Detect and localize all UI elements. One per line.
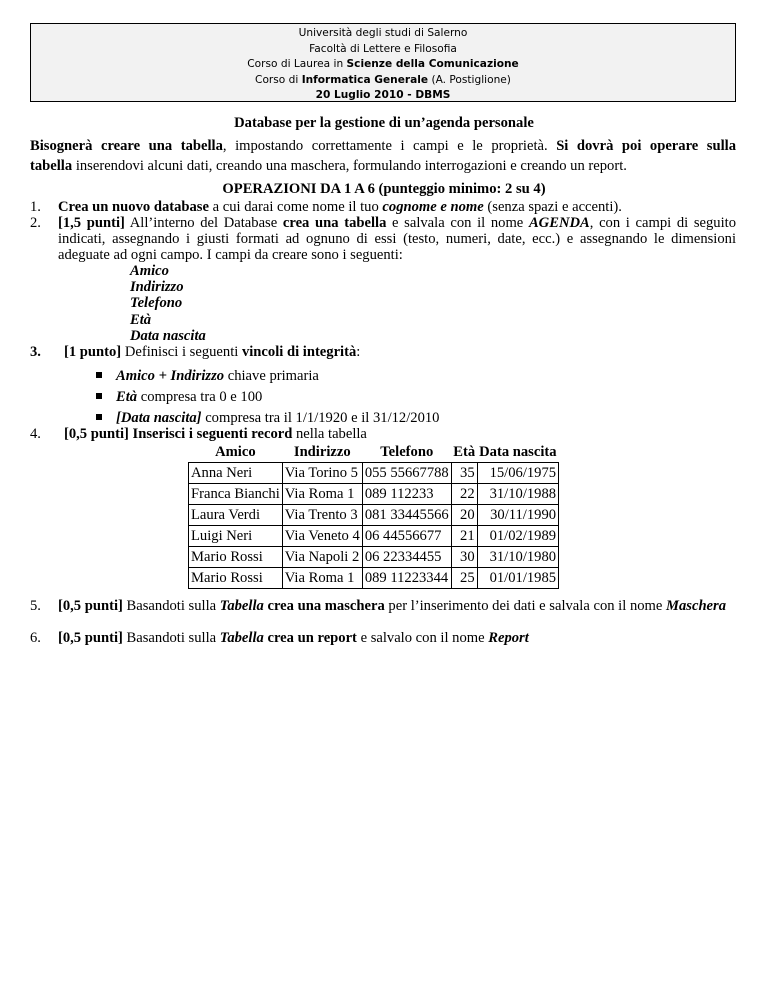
operation-number: 2. (30, 215, 41, 231)
course-prefix: Corso di (255, 73, 302, 86)
table-row (189, 568, 559, 589)
op5-text-1: Basandoti sulla (122, 598, 220, 614)
intro-text-2: inserendovi alcuni dati, creando una maschera, formulando interrogazioni e creando un report. (72, 158, 627, 174)
table-cell: 20 (451, 505, 477, 526)
constraint-item (96, 410, 439, 426)
op2-bold: crea una tabella (282, 215, 387, 231)
operation-text (58, 215, 736, 264)
constraint-text: compresa tra 0 e 100 (137, 389, 263, 405)
intro-line-2 (30, 156, 736, 176)
op6-bold: crea un report (267, 630, 357, 646)
table-cell: 35 (451, 463, 477, 484)
course-name (31, 73, 735, 89)
table-cell: Anna Neri (189, 463, 283, 484)
table-cell: 22 (451, 484, 477, 505)
op3-bold: vincoli di integrità (241, 344, 357, 360)
intro-bold-2: Si dovrà poi operare sulla (556, 138, 737, 154)
exam-date (31, 88, 735, 104)
op1-text-2: (senza spazi e accenti). (483, 199, 622, 215)
table-header-row (189, 442, 559, 463)
table-cell: Luigi Neri (189, 526, 283, 547)
operation-4 (30, 426, 736, 442)
table-cell: Mario Rossi (189, 547, 283, 568)
table-cell: Via Torino 5 (282, 463, 362, 484)
table-cell: 31/10/1988 (477, 484, 558, 505)
operation-number: 1. (30, 199, 41, 215)
intro-text-1: , impostando correttamente i campi e le proprietà. (222, 138, 557, 154)
operation-text (58, 598, 736, 614)
constraint-item (96, 389, 262, 405)
table-row (189, 505, 559, 526)
table-cell: Franca Bianchi (189, 484, 283, 505)
table-row (189, 463, 559, 484)
records-table (188, 442, 559, 589)
op5-points: [0,5 punti] (58, 598, 123, 614)
bullet-icon (96, 414, 102, 420)
constraint-key: Età (116, 389, 138, 405)
op3-text-2: : (356, 344, 361, 360)
op2-text-2: e salvala con il nome (386, 215, 529, 231)
constraint-text: compresa tra il 1/1/1920 e il 31/12/2010 (201, 410, 440, 426)
op1-emphasis: cognome e nome (382, 199, 484, 215)
table-cell: Via Trento 3 (282, 505, 362, 526)
table-cell: 30/11/1990 (477, 505, 558, 526)
op3-text-1: Definisci i seguenti (121, 344, 242, 360)
column-header: Amico (189, 442, 283, 463)
course-title: Informatica Generale (301, 73, 429, 86)
operation-number: 4. (30, 426, 41, 442)
table-cell: 089 11223344 (362, 568, 451, 589)
field-list (130, 263, 206, 344)
table-cell: Laura Verdi (189, 505, 283, 526)
operation-2 (30, 215, 736, 264)
op2-points: [1,5 punti] (58, 215, 125, 231)
table-cell: Via Veneto 4 (282, 526, 362, 547)
op5-text-2: per l’inserimento dei dati e salvala con il nome (384, 598, 667, 614)
operations-title: OPERAZIONI DA 1 A 6 (punteggio minimo: 2 su 4) (222, 181, 546, 197)
op6-points: [0,5 punti] (58, 630, 123, 646)
table-cell: 15/06/1975 (477, 463, 558, 484)
op4-bold: [0,5 punti] Inserisci i seguenti record (64, 426, 293, 442)
table-cell: 01/01/1985 (477, 568, 558, 589)
field-item: Telefono (130, 295, 183, 312)
table-cell: 21 (451, 526, 477, 547)
constraint-item (96, 368, 319, 384)
column-header: Data nascita (477, 442, 558, 463)
table-row (189, 484, 559, 505)
op6-table-ref: Tabella (219, 630, 264, 646)
operation-number: 3. (30, 344, 41, 360)
op5-form-name: Maschera (666, 598, 727, 614)
degree-name: Scienze della Comunicazione (346, 58, 519, 71)
table-cell: Mario Rossi (189, 568, 283, 589)
op2-text-3: , con i campi di seguito indicati, assegnando i giusti formati ad ognuno di essi (testo, numeri, date, ecc.) e assegnando le dimensioni adeguate ad ogni campo. I campi da creare sono i seguenti: (58, 215, 737, 264)
bullet-icon (96, 372, 102, 378)
table-row (189, 547, 559, 568)
operation-3 (30, 344, 736, 360)
table-cell: 081 33445566 (362, 505, 451, 526)
intro-bold-3: tabella (30, 158, 73, 174)
table-cell: 31/10/1980 (477, 547, 558, 568)
operation-text (64, 426, 736, 442)
university-name: Università degli studi di Salerno (298, 27, 468, 39)
op2-table-name: AGENDA (528, 215, 590, 231)
op1-text-1: a cui darai come nome il tuo (208, 199, 383, 215)
constraint-text: chiave primaria (224, 368, 319, 384)
course-professor: (A. Postiglione) (428, 73, 511, 86)
document-header (30, 23, 736, 102)
table-cell: 30 (451, 547, 477, 568)
table-cell: 01/02/1989 (477, 526, 558, 547)
op2-text-1: All’interno del Database (124, 215, 283, 231)
op1-bold: Crea un nuovo database (58, 199, 209, 215)
table-cell: Via Napoli 2 (282, 547, 362, 568)
field-item: Amico (130, 263, 169, 279)
field-item: Indirizzo (130, 279, 184, 296)
op6-report-name: Report (488, 630, 529, 646)
column-header: Indirizzo (282, 442, 362, 463)
page-title: Database per la gestione di un’agenda personale (234, 115, 534, 131)
table-cell: 25 (451, 568, 477, 589)
constraint-key: Amico + Indirizzo (116, 368, 225, 384)
operation-text (58, 630, 736, 646)
operation-number: 5. (30, 598, 41, 614)
op6-text-1: Basandoti sulla (122, 630, 220, 646)
intro-bold-1: Bisognerà creare una tabella (30, 138, 223, 154)
op4-text: nella tabella (292, 426, 367, 442)
table-cell: 055 55667788 (362, 463, 451, 484)
op3-points: [1 punto] (64, 344, 122, 360)
op5-bold: crea una maschera (267, 598, 385, 614)
table-cell: Via Roma 1 (282, 568, 362, 589)
table-cell: 06 22334455 (362, 547, 451, 568)
table-cell: 06 44556677 (362, 526, 451, 547)
operation-1 (30, 199, 736, 215)
exam-date-text: 20 Luglio 2010 - DBMS (315, 89, 451, 102)
column-header: Età (451, 442, 477, 463)
bullet-icon (96, 393, 102, 399)
intro-line-1 (30, 136, 736, 156)
operation-5 (30, 598, 736, 614)
degree-course (31, 57, 735, 73)
operation-6 (30, 630, 736, 646)
constraint-key: [Data nascita] (116, 410, 202, 426)
field-item: Età (130, 311, 152, 328)
faculty-name: Facoltà di Lettere e Filosofia (309, 42, 457, 55)
op6-text-2: e salvalo con il nome (356, 630, 489, 646)
op5-table-ref: Tabella (219, 598, 264, 614)
operation-text (64, 344, 736, 360)
table-row (189, 526, 559, 547)
degree-prefix: Corso di Laurea in (247, 58, 347, 71)
table-cell: 089 112233 (362, 484, 451, 505)
field-item: Data nascita (130, 327, 206, 344)
operation-text (58, 199, 736, 215)
operation-number: 6. (30, 630, 41, 646)
table-cell: Via Roma 1 (282, 484, 362, 505)
column-header: Telefono (362, 442, 451, 463)
intro-paragraph (30, 136, 736, 176)
